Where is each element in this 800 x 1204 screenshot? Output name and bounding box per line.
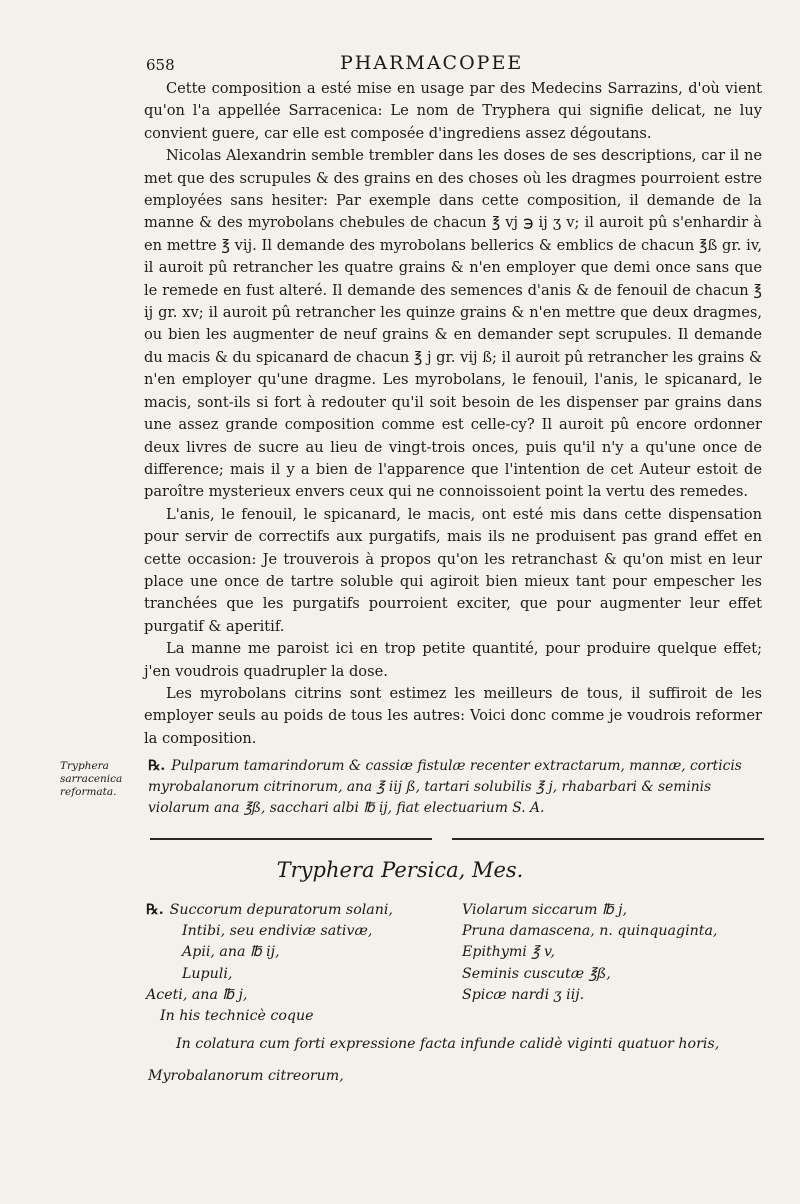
ingredient-line: Lupuli,: [182, 965, 233, 982]
instruction-line: In colatura cum forti expressione facta infunde calidè viginti quatuor horis,: [176, 1036, 720, 1052]
ingredient-line: Apii, ana ℔ ij,: [182, 944, 280, 961]
ingredient-line: In his technicè coque: [160, 1008, 314, 1025]
recipe-text: Pulparum tamarindorum & cassiæ fistulæ recenter extractarum, mannæ, corticis myrobalanorum citrinorum, ana ℥ iij ß, tartari solubilis ℥ j, rhabarbari & seminis violarum ana ℥ß, sacchari albi ℔ ij, fiat electuarium S. A.: [148, 758, 742, 816]
ingredient-line: Violarum siccarum ℔ j,: [462, 902, 628, 918]
recipe-symbol: ℞.: [146, 902, 164, 918]
reformed-recipe: [148, 756, 764, 819]
recipe-symbol: ℞.: [148, 758, 166, 774]
ingredient-line: Spicæ nardi ʒ iij.: [462, 986, 585, 1003]
paragraph: Cette composition a esté mise en usage par des Medecins Sarrazins, d'où vient qu'on l'a appellée Sarracenica: Le nom de Tryphera qui signifie delicat, ne luy convient guere, car elle est composée d'ingrediens assez dégoutans.: [144, 80, 762, 142]
ingredient-line: Pruna damascena, n. quinquaginta,: [462, 923, 718, 940]
paragraph: Les myrobolans citrins sont estimez les meilleurs de tous, il suffiroit de les employer seuls au poids de tous les autres: Voici donc comme je voudrois reformer la composition.: [144, 684, 762, 747]
page-number: 658: [146, 56, 175, 74]
running-title: PHARMACOPEE: [340, 52, 524, 74]
divider-rule-right: [452, 838, 764, 840]
ingredient-line: Seminis cuscutæ ℥ß,: [462, 965, 611, 982]
paragraph: L'anis, le fenouil, le spicanard, le macis, ont esté mis dans cette dispensation pour servir de correctifs aux purgatifs, mais ils ne produisent pas grand effet en cette occasion: Je trouverois à propos qu'on les retranchast & qu'on mist en leur place une once de tartre soluble qui agiroit bien mieux tant pour empescher les tranchées que les purgatifs pourroient exciter, que pour augmenter leur effet purgatif & aperitif.: [144, 505, 762, 635]
margin-note: Tryphera sarracenica reformata.: [60, 760, 123, 798]
section-title: Tryphera Persica, Mes.: [276, 858, 524, 882]
ingredient-line: Aceti, ana ℔ j,: [146, 986, 248, 1003]
ingredient-line: ℞. Succorum depuratorum solani,: [146, 902, 393, 918]
ingredient-line: Intibi, seu endiviæ sativæ,: [182, 923, 373, 940]
paragraph: La manne me paroist ici en trop petite quantité, pour produire quelque effet; j'en voudrois quadrupler la dose.: [144, 640, 762, 680]
paragraph: Nicolas Alexandrin semble trembler dans les doses de ses descriptions, car il ne met que des scrupules & des grains en des choses où les dragmes pourroient estre employées sans hesiter: Par exemple dans cette composition, il demande de la manne & des myrobolans chebules de chacun ℥ vj ℈ ij ʒ v; il auroit pû s'enhardir à en mettre ℥ vij. Il demande des myrobolans bellerics & emblics de chacun ℥ß gr. iv, il auroit pû retrancher les quatre grains & n'en employer que demi once sans que le remede en fust alteré. Il demande des semences d'anis & de fenouil de chacun ℥ ij gr. xv; il auroit pû retrancher les quinze grains & n'en mettre que deux dragmes, ou bien les augmenter de neuf grains & en demander sept scrupules. Il demande du macis & du spicanard de chacun ℥ j gr. vij ß; il auroit pû retrancher les grains & n'en employer qu'une dragme. Les myrobolans, le fenouil, l'anis, le spicanard, le macis, sont-ils si fort à redouter qu'il soit besoin de les dispenser par grains dans une assez grande composition comme est celle-cy? Il auroit pû encore ordonner deux livres de sucre au lieu de vingt-trois onces, puis qu'il n'y a qu'une once de difference; mais il y a bien de l'apparence que l'intention de cet Auteur estoit de paroître mysterieux envers ceux qui ne connoissoient point la vertu des remedes.: [144, 147, 762, 501]
final-line: Myrobalanorum citreorum,: [148, 1068, 344, 1084]
ingredients-right-column: [462, 900, 762, 1006]
page-header: [0, 50, 800, 80]
main-text: [144, 78, 762, 750]
ingredient-line: Epithymi ℥ v,: [462, 944, 555, 961]
ingredients-left-column: [146, 900, 436, 1027]
divider-rule-left: [150, 838, 432, 840]
